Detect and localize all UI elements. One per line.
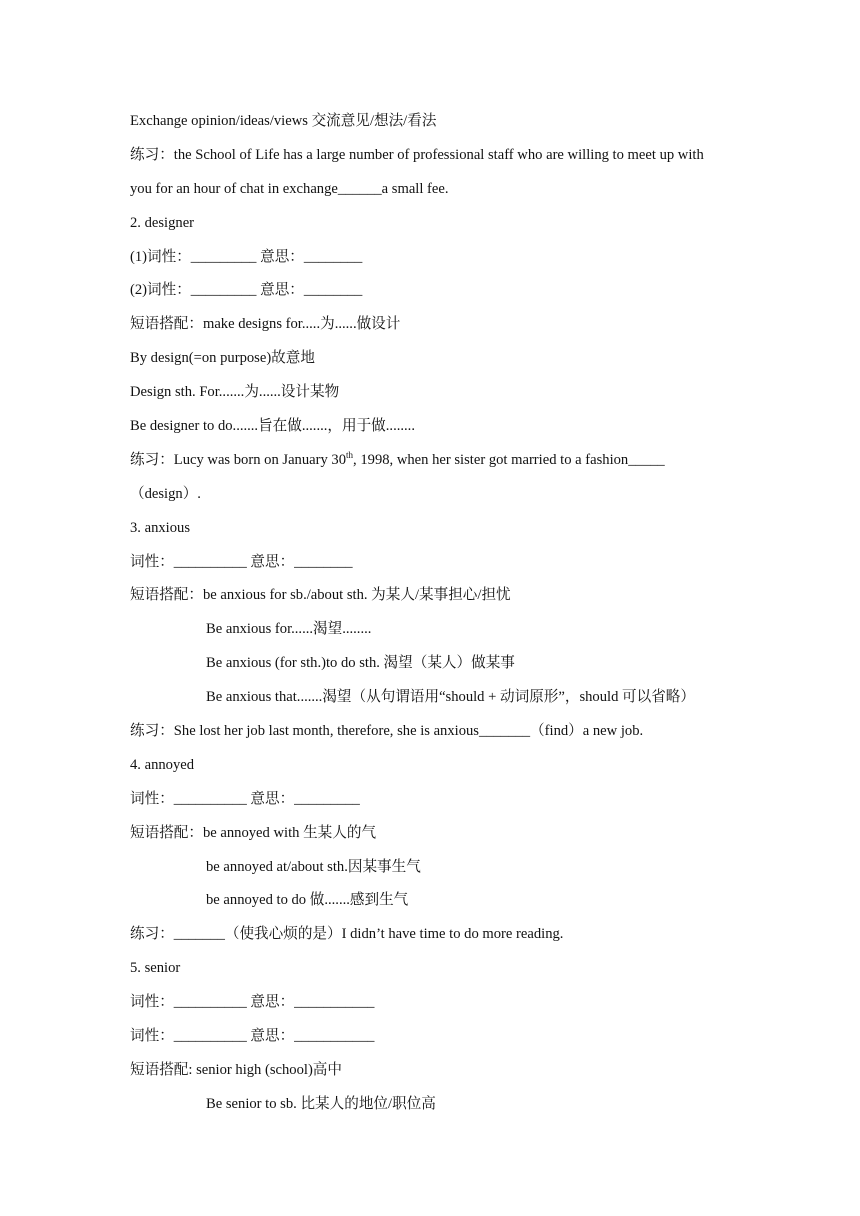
text-line: Be designer to do.......旨在做.......，用于做........ xyxy=(130,418,415,435)
text-line: 词性：__________ 意思：___________ xyxy=(130,994,375,1011)
text-line: Design sth. For.......为......设计某物 xyxy=(130,384,340,401)
text-line: 短语搭配：make designs for.....为......做设计 xyxy=(130,316,401,333)
section-heading: 4. annoyed xyxy=(130,756,195,773)
text-line: Be anxious that.......渴望（从句谓语用“should + 动词原形”，should 可以省略） xyxy=(206,689,695,706)
text-segment: 练习：Lucy was born on January 30 xyxy=(130,451,347,468)
text-line: 短语搭配: senior high (school)高中 xyxy=(130,1061,342,1078)
text-line: be annoyed at/about sth.因某事生气 xyxy=(206,858,421,875)
text-line: 练习：the School of Life has a large number of professional staff who are willing to meet up with xyxy=(130,146,704,163)
text-line: By design(=on purpose)故意地 xyxy=(130,350,315,367)
text-line: Be anxious for......渴望........ xyxy=(206,621,372,638)
superscript: th xyxy=(346,450,354,461)
section-heading: 5. senior xyxy=(130,960,181,977)
text-line: Exchange opinion/ideas/views 交流意见/想法/看法 xyxy=(130,113,437,129)
text-line: 练习：_______（使我心烦的是）I didn’t have time to do more reading. xyxy=(130,926,564,943)
text-line: 短语搭配：be anxious for sb./about sth. 为某人/某事担心/担忧 xyxy=(130,587,511,604)
section-heading: 2. designer xyxy=(130,214,195,231)
document-body xyxy=(130,110,770,1127)
text-line: 词性：__________ 意思：___________ xyxy=(130,1028,375,1045)
text-segment: , 1998, when her sister got married to a fashion_____ xyxy=(353,451,665,468)
text-line: 短语搭配：be annoyed with 生某人的气 xyxy=(130,824,377,841)
text-line: 练习：She lost her job last month, therefore, she is anxious_______（find）a new job. xyxy=(130,723,644,740)
text-line: you for an hour of chat in exchange______a small fee. xyxy=(130,180,449,197)
text-line xyxy=(130,449,770,483)
section-heading: 3. anxious xyxy=(130,519,190,536)
text-line: be annoyed to do 做.......感到生气 xyxy=(206,892,409,909)
text-line: 词性：__________ 意思：________ xyxy=(130,553,353,570)
text-line: 词性：__________ 意思：_________ xyxy=(130,790,360,807)
text-line: （design）. xyxy=(130,485,201,502)
text-line: (1)词性：_________ 意思：________ xyxy=(130,248,363,265)
text-line: Be senior to sb. 比某人的地位/职位高 xyxy=(206,1095,436,1112)
text-line: (2)词性：_________ 意思：________ xyxy=(130,282,363,299)
text-line: Be anxious (for sth.)to do sth. 渴望（某人）做某事 xyxy=(206,655,515,672)
